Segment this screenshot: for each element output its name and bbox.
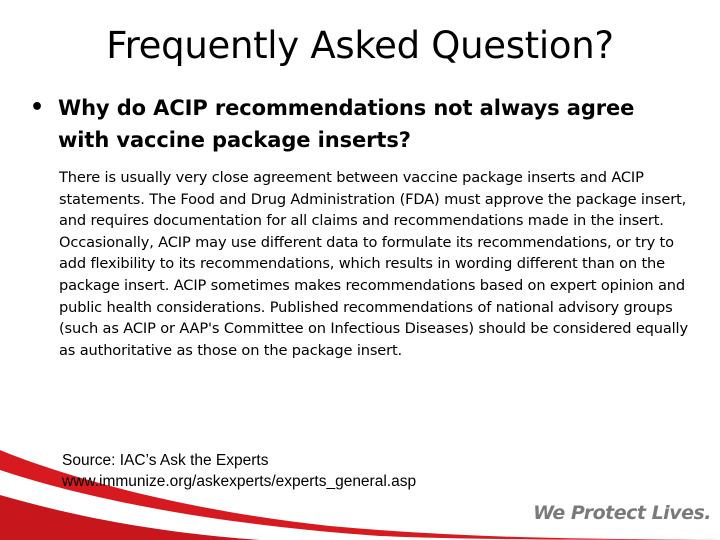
source-citation [62,450,542,492]
answer-paragraph: There is usually very close agreement between vaccine package inserts and ACIP statements. The Food and Drug Administration (FDA) must approve the package insert, and requires documentation for all claims and recommendations made in the insert. Occasionally, ACIP may use different data to formulate its recommendations, or try to add flexibility to its recommendations, which results in wording different than on the package insert. ACIP sometimes makes recommendations based on expert opinion and public health considerations. Published recommendations of national advisory groups (such as ACIP or AAP's Committee on Infectious Diseases) should be considered equally as authoritative as those on the package insert. [59,169,688,359]
slide-title: Frequently Asked Question? [106,24,614,67]
tagline: We Protect Lives. [533,502,711,524]
source-label: Source: IAC’s Ask the Experts [62,452,269,469]
question-bullet [30,92,690,156]
question-text: Why do ACIP recommendations not always agree with vaccine package inserts? [58,96,635,152]
source-url: www.immunize.org/askexperts/experts_general.asp [62,473,417,490]
bullet-marker: • [30,95,45,120]
